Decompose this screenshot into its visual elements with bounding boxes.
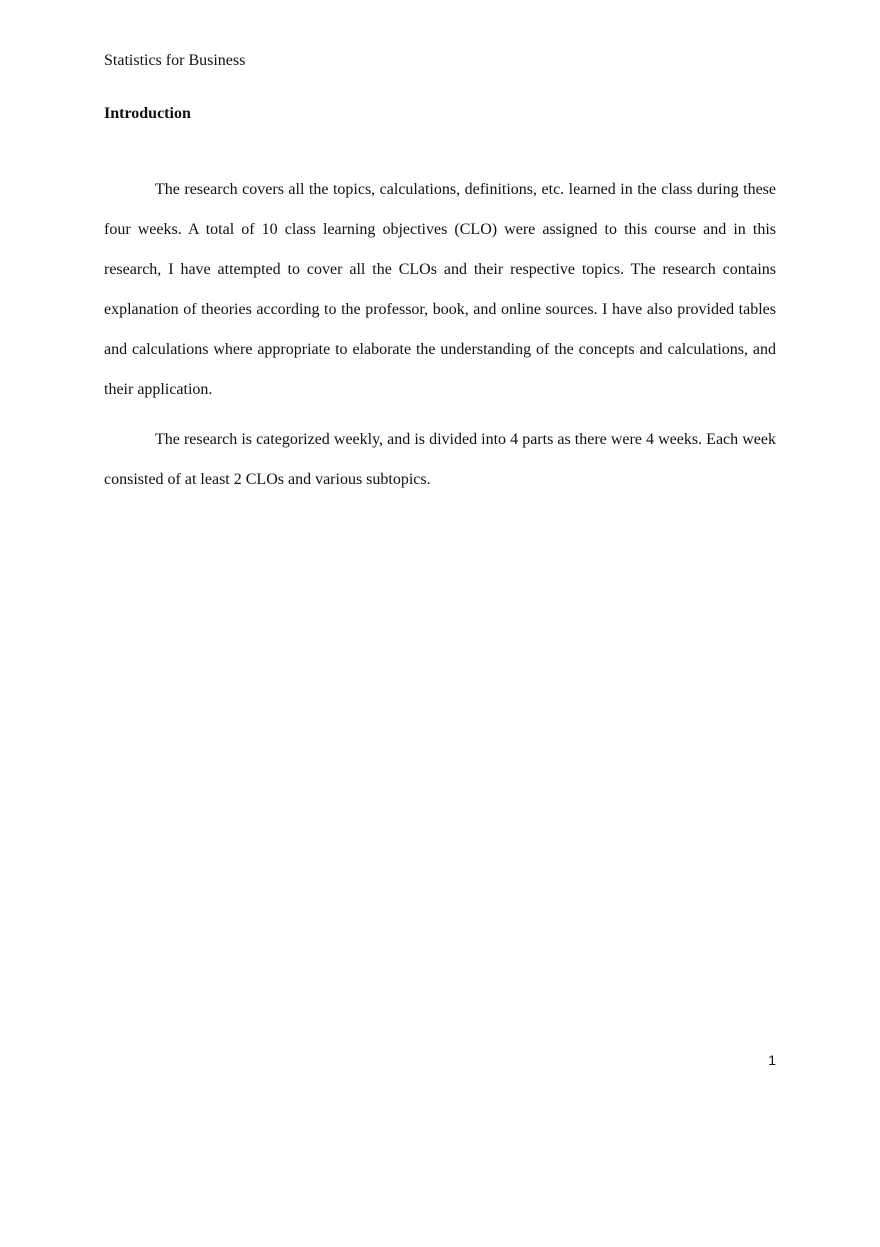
paragraph-1: The research covers all the topics, calculations, definitions, etc. learned in the class during these four weeks. A total of 10 class learning objectives (CLO) were assigned to this course and in this research, I have attempted to cover all the CLOs and their respective topics. The research contains explanation of theories according to the professor, book, and online sources. I have also provided tables and calculations where appropriate to elaborate the understanding of the concepts and calculations, and their application. (104, 181, 776, 398)
paragraph-2: The research is categorized weekly, and is divided into 4 parts as there were 4 weeks. Each week consisted of at least 2 CLOs and various subtopics. (104, 431, 776, 488)
section-heading: Introduction (104, 105, 191, 122)
running-header: Statistics for Business (104, 52, 246, 69)
section-body (104, 170, 776, 500)
page-number: 1 (768, 1052, 776, 1068)
